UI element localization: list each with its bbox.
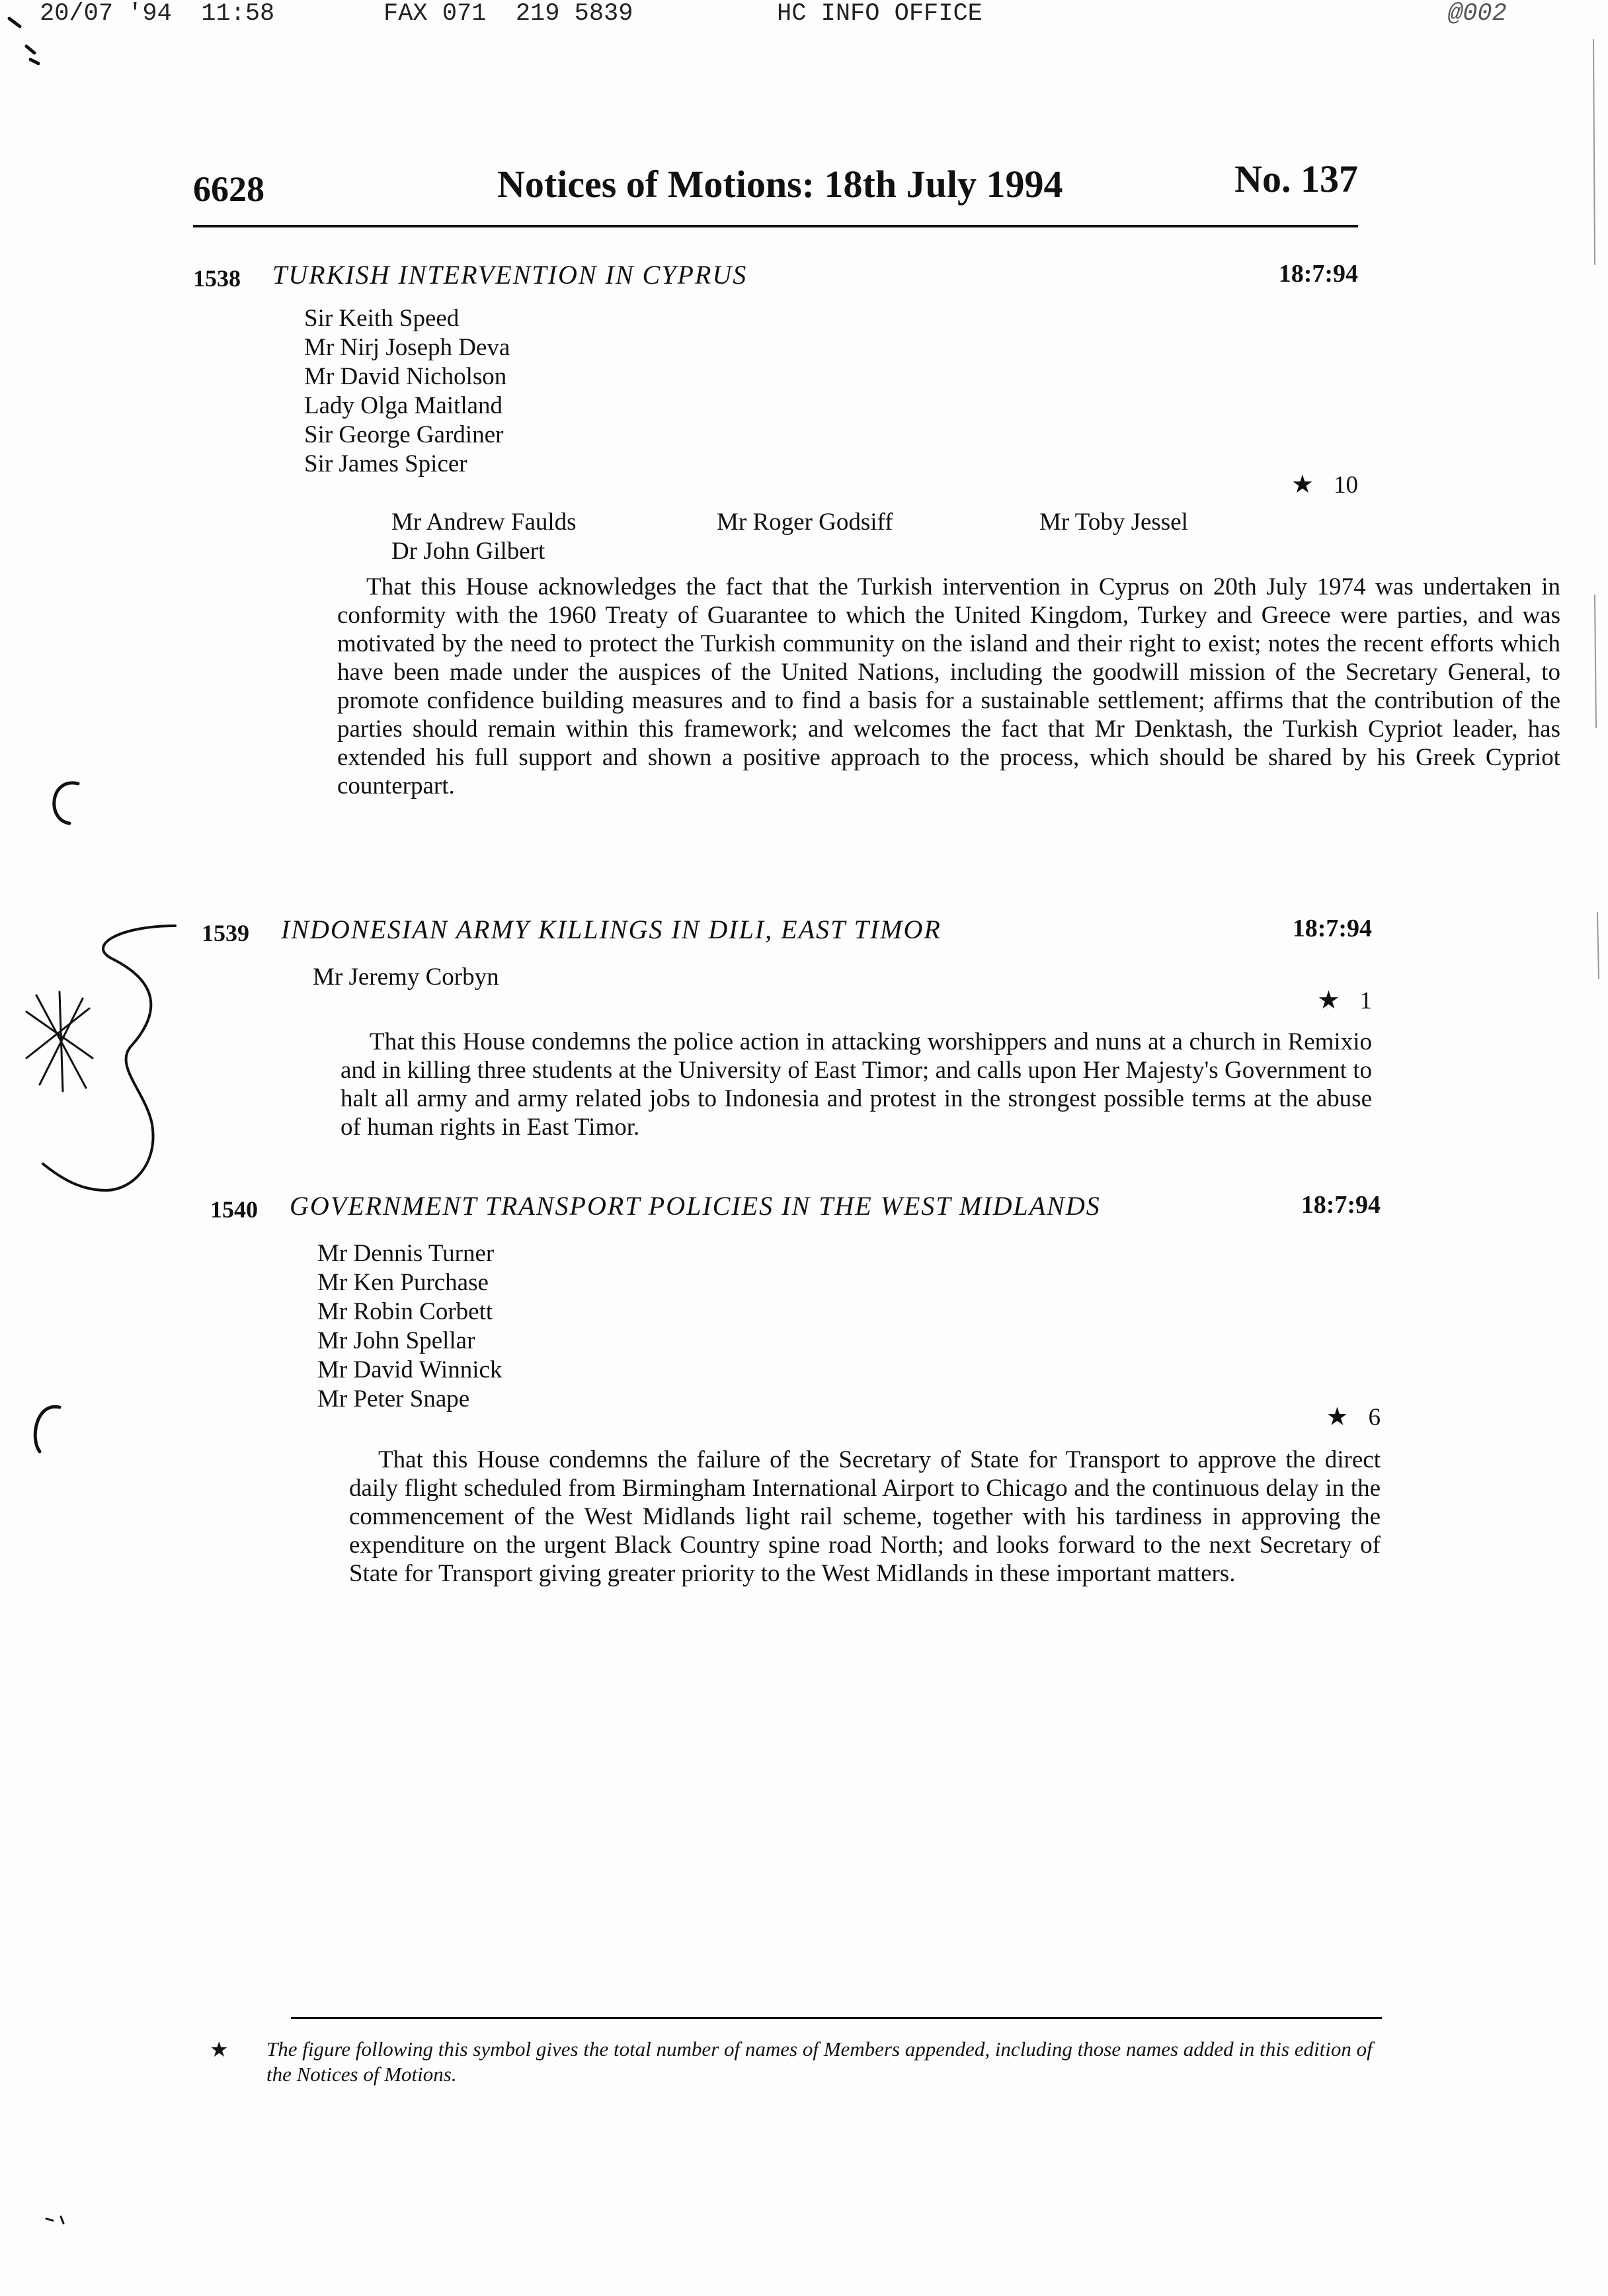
supporter-name: Mr Andrew Faulds (391, 509, 577, 536)
motion-date: 18:7:94 (1278, 260, 1358, 288)
star-icon: ★ (210, 2037, 229, 2061)
margin-arc-mark (35, 1407, 60, 1452)
sponsor-name: Mr David Nicholson (304, 363, 507, 390)
motion-title: GOVERNMENT TRANSPORT POLICIES IN THE WEST MIDLANDS (290, 1191, 1101, 1221)
motion-text: That this House condemns the police action in attacking worshippers and nuns at a church in Remixio and in killing three students at the University of East Timor; and calls upon Her Majesty's Government to halt all army and army related jobs to Indonesia and protest in the strongest possible terms at the abuse of human rights in East Timor. (341, 1028, 1372, 1141)
fax-office: HC INFO OFFICE (777, 0, 983, 28)
supporter-name: Mr Roger Godsiff (717, 509, 893, 536)
supporter-name: Mr Toby Jessel (1039, 509, 1188, 536)
star-scribble-mark (26, 992, 93, 1091)
footnote-text: The figure following this symbol gives the total number of names of Members appended, including those names added in this edition of the Notices of Motions. (266, 2037, 1373, 2086)
motion-number: 1539 (202, 920, 249, 946)
sponsor-name: Mr Peter Snape (317, 1385, 470, 1413)
motion-number: 1538 (193, 265, 241, 292)
star-icon: ★ (1326, 1403, 1349, 1431)
speck-marks (46, 2217, 63, 2223)
page-number: 6628 (193, 169, 264, 209)
motion-date: 18:7:94 (1301, 1191, 1381, 1219)
star-icon: ★ (1291, 471, 1314, 499)
supporter-name: Dr John Gilbert (391, 538, 545, 565)
sponsor-name: Sir George Gardiner (304, 421, 504, 448)
sponsor-name: Lady Olga Maitland (304, 392, 503, 419)
sponsor-name: Sir Keith Speed (304, 305, 460, 332)
bracket-mark (43, 926, 175, 1190)
page-title: Notices of Motions: 18th July 1994 (497, 163, 1063, 206)
signature-count-value: 10 (1334, 472, 1358, 499)
sponsor-name: Sir James Spicer (304, 450, 467, 477)
sponsor-name: Mr Dennis Turner (317, 1240, 495, 1267)
motion-date: 18:7:94 (1292, 915, 1372, 942)
sponsor-name: Mr John Spellar (317, 1327, 475, 1354)
fax-datetime: 20/07 '94 11:58 (40, 0, 275, 28)
speck-marks (9, 19, 38, 63)
sponsor-name: Mr David Winnick (317, 1356, 502, 1383)
motion-title: INDONESIAN ARMY KILLINGS IN DILI, EAST TIMOR (281, 915, 942, 944)
issue-number: No. 137 (1234, 157, 1358, 200)
motion-title: TURKISH INTERVENTION IN CYPRUS (272, 260, 748, 290)
fax-number: FAX 071 219 5839 (383, 0, 633, 28)
star-icon: ★ (1317, 987, 1340, 1014)
signature-count-value: 1 (1359, 987, 1372, 1014)
sponsor-name: Mr Ken Purchase (317, 1269, 489, 1296)
motion-text: That this House condemns the failure of the Secretary of State for Transport to approve the direct daily flight scheduled from Birmingham International Airport to Chicago and the continuous delay in the commencement of the West Midlands light rail scheme, together with his tardiness in approving the expenditure on the urgent Black Country spine road North; and looks forward to the next Secretary of State for Transport giving greater priority to the West Midlands in these important matters. (349, 1446, 1381, 1587)
sponsor-name: Mr Robin Corbett (317, 1298, 493, 1325)
margin-arc-mark (54, 783, 78, 823)
sponsor-name: Mr Nirj Joseph Deva (304, 334, 510, 361)
sponsor-name: Mr Jeremy Corbyn (313, 964, 499, 991)
motion-text: That this House acknowledges the fact that the Turkish intervention in Cyprus on 20th July 1974 was undertaken in conformity with the 1960 Treaty of Guarantee to which the United Kingdom, Turkey and Greece were parties, and was motivated by the need to protect the Turkish community on the island and their right to exist; notes the recent efforts which have been made under the auspices of the United Nations, including the goodwill mission of the Secretary General, to promote confidence building measures and to find a basis for a sustainable settlement; affirms that the contribution of the parties should remain within this framework; and welcomes the fact that Mr Denktash, the Turkish Cypriot leader, has extended his full support and shown a positive approach to the process, which should be shared by his Greek Cypriot counterpart. (337, 573, 1560, 800)
fax-page-number: @002 (1448, 0, 1507, 28)
motion-number: 1540 (210, 1196, 258, 1223)
fax-edge-line (1593, 40, 1599, 979)
signature-count-value: 6 (1368, 1404, 1381, 1431)
